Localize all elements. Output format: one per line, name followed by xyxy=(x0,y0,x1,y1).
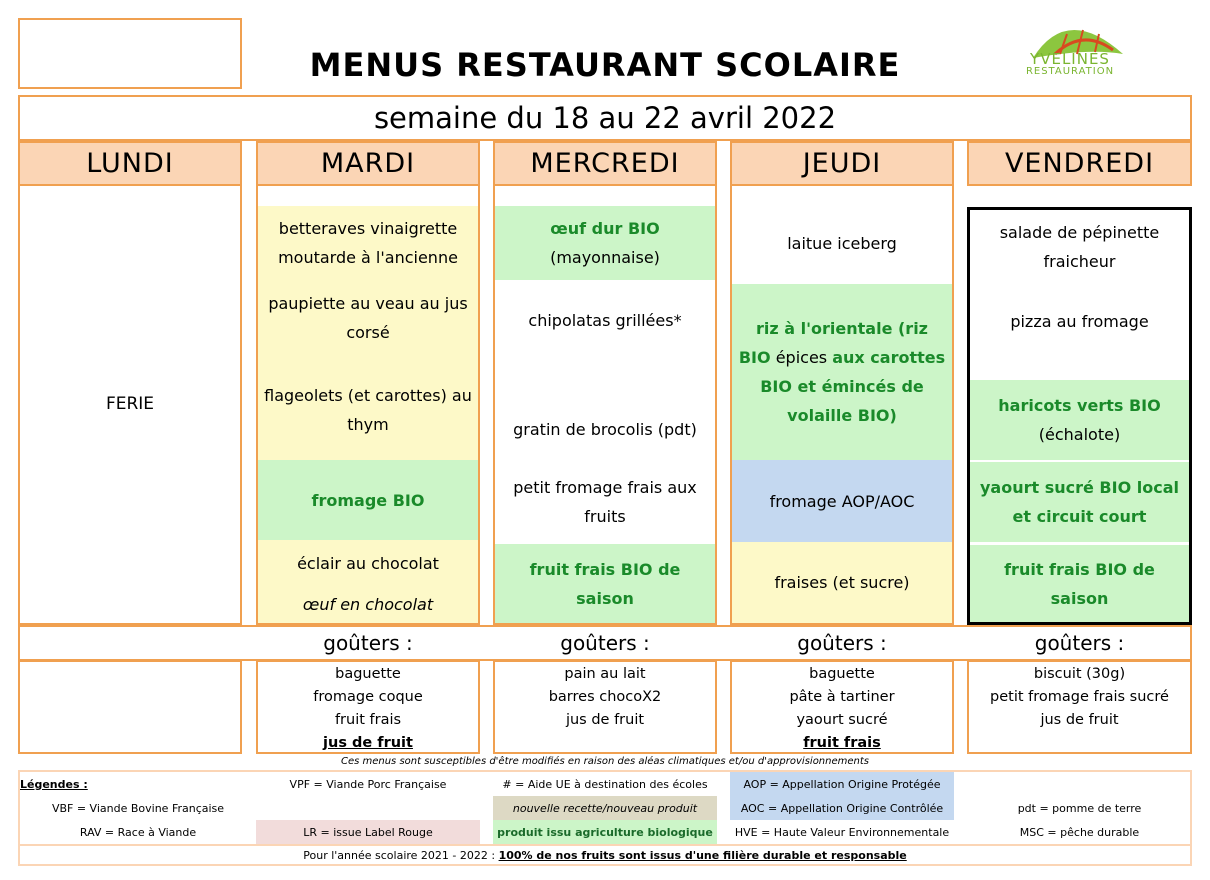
vendredi-legume-bio: haricots verts BIO xyxy=(998,396,1161,415)
mardi-fromage: fromage BIO xyxy=(258,460,478,540)
legend-hve: HVE = Haute Valeur Environnementale xyxy=(734,825,950,839)
legend-nouvelle: nouvelle recette/nouveau produit xyxy=(493,796,717,820)
footer-highlight: 100% de nos fruits sont issus d'une filière durable et responsable xyxy=(498,848,907,862)
legend-rav: RAV = Race à Viande xyxy=(79,825,197,839)
legend-aop: AOP = Appellation Origine Protégée xyxy=(730,772,954,796)
mercredi-entree xyxy=(495,206,715,280)
gouters-mardi xyxy=(256,660,480,754)
vendredi-legume-rest: (échalote) xyxy=(1038,425,1121,444)
vendredi-entree: salade de pépinette fraicheur xyxy=(999,223,1160,271)
page-title: MENUS RESTAURANT SCOLAIRE xyxy=(309,46,901,84)
mercredi-entree-bio: œuf dur BIO xyxy=(550,219,660,238)
gouters-jeudi xyxy=(730,660,954,754)
legend-vpf: VPF = Viande Porc Française xyxy=(289,777,447,791)
notice: Ces menus sont susceptibles d'être modifiés en raison des aléas climatiques et/ou d'approvisionnements xyxy=(340,756,870,767)
gouter-item: baguette xyxy=(809,666,875,682)
vendredi-dessert: fruit frais BIO de saison xyxy=(970,545,1189,622)
gouter-item: fruit frais xyxy=(334,712,402,728)
vendredi-laitage: yaourt sucré BIO local et circuit court xyxy=(970,462,1189,542)
day-header-jeudi: JEUDI xyxy=(730,141,954,186)
mardi-plat: paupiette au veau au jus corsé xyxy=(258,280,478,360)
gouters-title-jeudi: goûters : xyxy=(797,631,887,655)
gouter-item: jus de fruit xyxy=(323,735,413,751)
vendredi-legume xyxy=(970,380,1189,460)
logo-text-2: RESTAURATION xyxy=(1025,66,1115,77)
mardi-dessert-2: œuf en chocolat xyxy=(258,586,478,623)
legend-pdt: pdt = pomme de terre xyxy=(1017,801,1142,815)
week-banner xyxy=(18,95,1192,141)
week-label: semaine du 18 au 22 avril 2022 xyxy=(373,101,837,135)
jeudi-plat-c: épices xyxy=(770,348,833,367)
legend-bio: produit issu agriculture biologique xyxy=(493,820,717,844)
logo-text-1: YVELINES xyxy=(1030,50,1110,68)
jeudi-fromage: fromage AOP/AOC xyxy=(732,460,952,542)
gouter-item: biscuit (30g) xyxy=(1033,666,1126,682)
footer-box xyxy=(18,846,1192,866)
gouters-lundi xyxy=(18,660,242,754)
footer-prefix: Pour l'année scolaire 2021 - 2022 : xyxy=(303,848,499,862)
legend-msc: MSC = pêche durable xyxy=(1019,825,1140,839)
gouter-item: petit fromage frais sucré xyxy=(990,689,1169,705)
gouter-item: pain au lait xyxy=(564,666,646,682)
legend-aoc: AOC = Appellation Origine Contrôlée xyxy=(730,796,954,820)
jeudi-plat-d: aux carottes BIO et émincés de volaille BIO) xyxy=(760,348,946,425)
legend-ue: # = Aide UE à destination des écoles xyxy=(502,777,708,791)
day-header-lundi: LUNDI xyxy=(18,141,242,186)
lundi-ferie: FERIE xyxy=(105,394,155,414)
gouter-item: barres chocoX2 xyxy=(548,689,662,705)
mardi-entree: betteraves vinaigrette moutarde à l'ancienne xyxy=(258,206,478,280)
mercredi-dessert: fruit frais BIO de saison xyxy=(495,544,715,623)
gouters-title-mercredi: goûters : xyxy=(560,631,650,655)
jeudi-plat xyxy=(732,284,952,460)
day-header-mardi: MARDI xyxy=(256,141,480,186)
gouter-item: jus de fruit xyxy=(1040,712,1119,728)
jeudi-dessert: fraises (et sucre) xyxy=(732,542,952,623)
gouter-item: pâte à tartiner xyxy=(789,689,895,705)
mercredi-fromage: petit fromage frais aux fruits xyxy=(513,478,697,526)
gouter-item: yaourt sucré xyxy=(796,712,888,728)
jeudi-plat-b: BIO xyxy=(738,348,771,367)
logo xyxy=(1005,10,1135,82)
menu-column-vendredi xyxy=(967,207,1192,625)
mercredi-entree-rest: (mayonnaise) xyxy=(550,248,660,267)
mercredi-plat: chipolatas grillées* xyxy=(528,310,682,330)
day-header-vendredi: VENDREDI xyxy=(967,141,1192,186)
blank-box xyxy=(18,18,242,89)
gouter-item: fromage coque xyxy=(313,689,423,705)
jeudi-plat-a: riz à l'orientale (riz xyxy=(756,319,928,338)
gouter-item: fruit frais xyxy=(803,735,881,751)
day-header-mercredi: MERCREDI xyxy=(493,141,717,186)
gouters-mercredi xyxy=(493,660,717,754)
vendredi-plat: pizza au fromage xyxy=(1010,312,1149,331)
gouters-title-mardi: goûters : xyxy=(323,631,413,655)
gouters-title-vendredi: goûters : xyxy=(1034,631,1125,655)
mardi-dessert-1: éclair au chocolat xyxy=(258,540,478,586)
legend-vbf: VBF = Viande Bovine Française xyxy=(51,801,225,815)
mardi-accompagnement: flageolets (et carottes) au thym xyxy=(258,360,478,460)
gouters-vendredi xyxy=(967,660,1192,754)
legend-title: Légendes : xyxy=(20,777,88,791)
gouter-item: jus de fruit xyxy=(565,712,645,728)
jeudi-entree: laitue iceberg xyxy=(787,234,897,253)
mercredi-accompagnement: gratin de brocolis (pdt) xyxy=(513,420,697,439)
gouter-item: baguette xyxy=(335,666,401,682)
legend-lr: LR = issue Label Rouge xyxy=(256,820,480,844)
